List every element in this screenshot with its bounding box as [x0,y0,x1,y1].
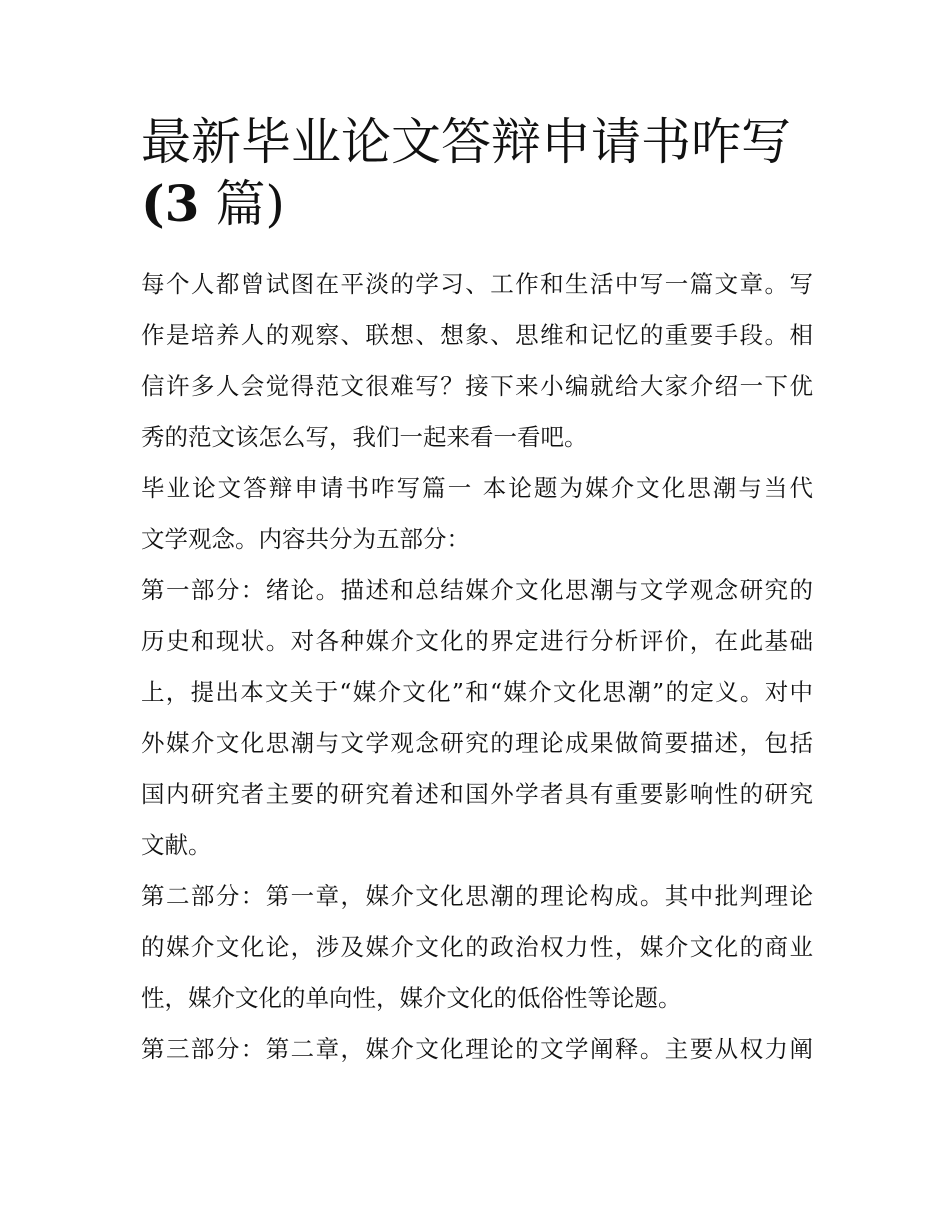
document-body [141,259,813,1075]
document-title [141,112,813,235]
text-line: 第一部分：绪论。描述和总结媒介文化思潮与文学观念研究的 [141,576,813,604]
document-page [141,112,813,1075]
text-line: 每个人都曾试图在平淡的学习、工作和生活中写一篇文章。写 [141,270,813,298]
text-line: 文献。 [141,831,212,859]
text-line: 作是培养人的观察、联想、想象、思维和记忆的重要手段。相 [141,321,813,349]
text-line: 毕业论文答辩申请书咋写篇一 本论题为媒介文化思潮与当代 [141,474,813,502]
title-line-1: 最新毕业论文答辩申请书咋写 [141,113,791,171]
text-line: 上，提出本文关于“媒介文化”和“媒介文化思潮”的定义。对中 [141,678,813,706]
paragraph-intro [141,259,813,463]
text-line: 国内研究者主要的研究着述和国外学者具有重要影响性的研究 [141,780,813,808]
text-line: 外媒介文化思潮与文学观念研究的理论成果做简要描述，包括 [141,729,813,757]
title-rest: 篇) [199,175,285,233]
text-line: 第二部分：第一章，媒介文化思潮的理论构成。其中批判理论 [141,882,813,910]
text-line: 秀的范文该怎么写，我们一起来看一看吧。 [141,423,588,451]
text-line: 性，媒介文化的单向性，媒介文化的低俗性等论题。 [141,984,682,1012]
paragraph-topic [141,463,813,565]
text-line: 信许多人会觉得范文很难写？接下来小编就给大家介绍一下优 [141,372,813,400]
text-line: 第三部分：第二章，媒介文化理论的文学阐释。主要从权力阐 [141,1035,813,1063]
paragraph-part-three [141,1024,813,1075]
paragraph-part-one [141,565,813,871]
text-line: 文学观念。内容共分为五部分： [141,525,470,553]
paragraph-part-two [141,871,813,1024]
title-paren-open: ( [141,174,165,233]
text-line: 历史和现状。对各种媒介文化的界定进行分析评价，在此基础 [141,627,813,655]
title-line-2 [141,173,813,235]
text-line: 的媒介文化论，涉及媒介文化的政治权力性，媒介文化的商业 [141,933,813,961]
title-number: 3 [164,174,200,233]
